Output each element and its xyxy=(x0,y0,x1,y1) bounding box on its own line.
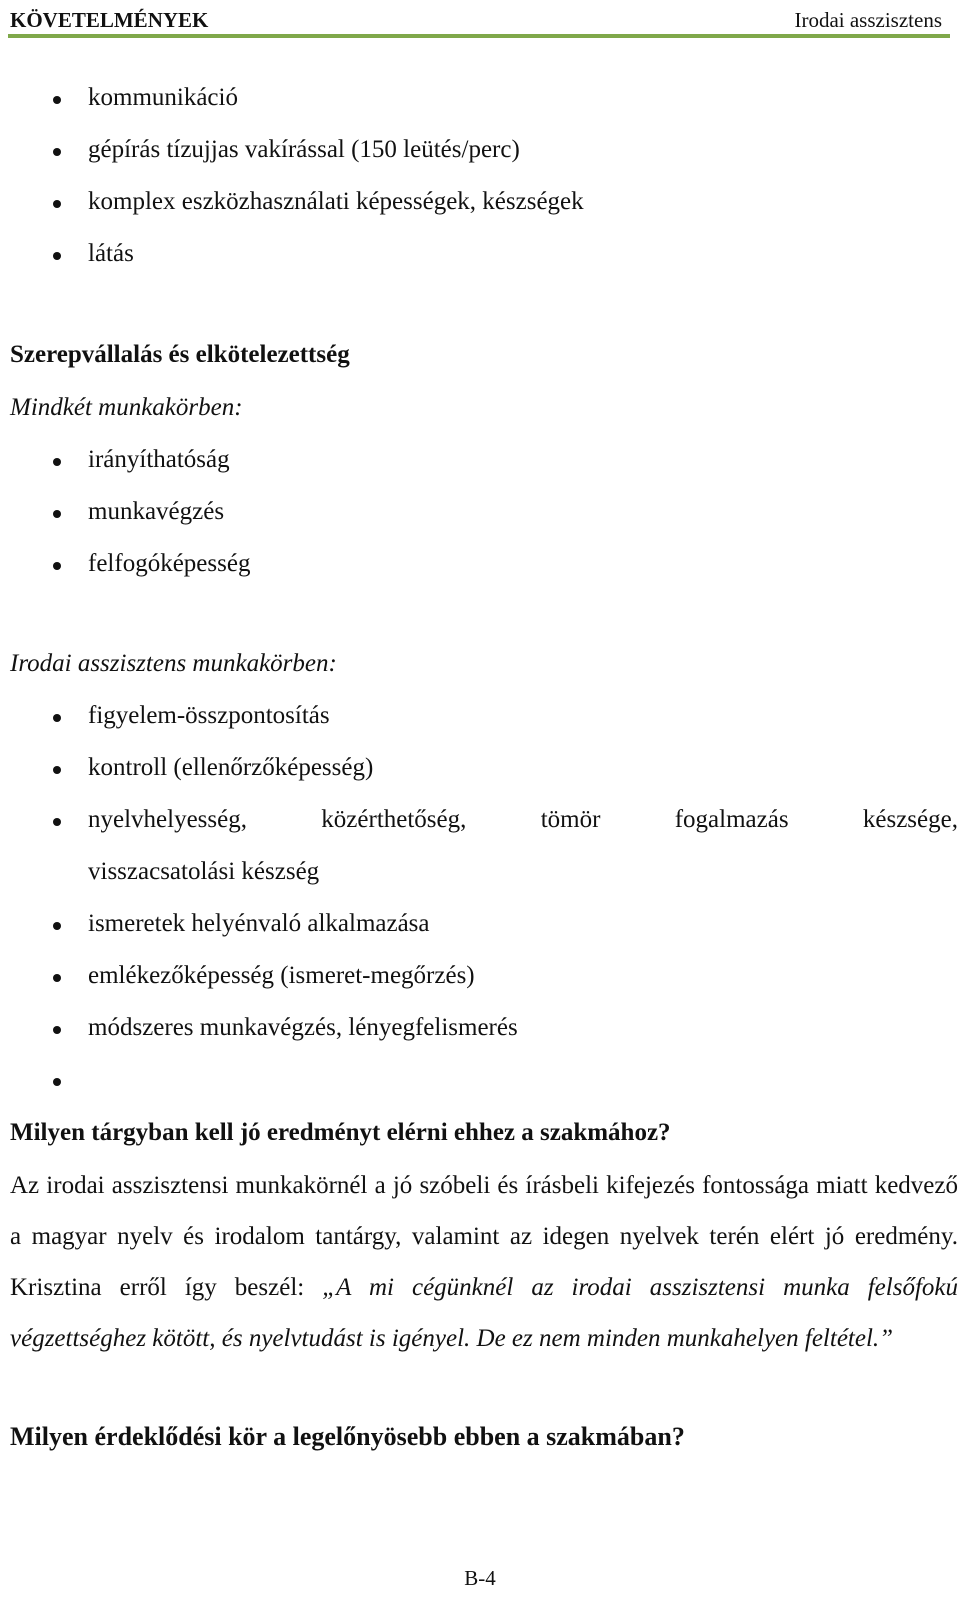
quote-text: „A mi cégünknél az irodai asszisztensi munka felsőfokú végzettséghez kötött, és nyelvtudást is igényel. De ez nem minden munkahelyen feltétel.” xyxy=(10,1274,958,1352)
header-chapter-title: KÖVETELMÉNYEK xyxy=(10,8,209,32)
list-item: komplex eszközhasználati képességek, készségek xyxy=(10,176,958,228)
commitment-list xyxy=(10,434,958,590)
page-number: B-4 xyxy=(464,1566,496,1590)
list-item: felfogóképesség xyxy=(10,538,958,590)
bullet-icon xyxy=(53,96,61,104)
list-item: irányíthatóság xyxy=(10,434,958,486)
bullet-icon xyxy=(53,1078,61,1086)
bullet-icon xyxy=(53,562,61,570)
bullet-icon xyxy=(53,1026,61,1034)
answer-paragraph: Az irodai asszisztensi munkakörnél a jó szóbeli és írásbeli kifejezés fontossága miatt kedvező a magyar nyelv és irodalom tantárgy, valamint az idegen nyelvek terén elért jó eredmény. Krisztina erről így beszél: „A mi cégünknél az irodai asszisztensi munka felsőfokú végzettséghez kötött, és nyelvtudást is igényel. De ez nem minden munkahelyen feltétel.” xyxy=(10,1172,958,1352)
list-item: gépírás tízujjas vakírással (150 leütés/perc) xyxy=(10,124,958,176)
list-item: látás xyxy=(10,228,958,280)
list-item: figyelem-összpontosítás xyxy=(10,690,958,742)
section-subheading: Mindkét munkakörben: xyxy=(10,394,243,421)
skills-list xyxy=(10,72,958,280)
bullet-icon xyxy=(53,714,61,722)
question-heading: Milyen tárgyban kell jó eredményt elérni ehhez a szakmához? xyxy=(10,1119,671,1146)
page-content xyxy=(10,72,958,1462)
list-item-continuation: visszacsatolási készség xyxy=(88,858,320,885)
bullet-icon xyxy=(53,818,61,826)
list-item xyxy=(10,794,958,898)
bullet-icon xyxy=(53,766,61,774)
bullet-icon xyxy=(53,974,61,982)
list-item-empty xyxy=(10,1054,958,1106)
list-item: munkavégzés xyxy=(10,486,958,538)
bullet-icon xyxy=(53,922,61,930)
assistant-skills-list xyxy=(10,690,958,1106)
question-heading: Milyen érdeklődési kör a legelőnyösebb ebben a szakmában? xyxy=(10,1422,685,1451)
list-item: kontroll (ellenőrzőképesség) xyxy=(10,742,958,794)
bullet-icon xyxy=(53,510,61,518)
list-item: emlékezőképesség (ismeret-megőrzés) xyxy=(10,950,958,1002)
list-item: ismeretek helyénvaló alkalmazása xyxy=(10,898,958,950)
list-item: módszeres munkavégzés, lényegfelismerés xyxy=(10,1002,958,1054)
bullet-icon xyxy=(53,458,61,466)
bullet-icon xyxy=(53,252,61,260)
bullet-icon xyxy=(53,148,61,156)
header-profession-title: Irodai asszisztens xyxy=(794,8,942,32)
page-header xyxy=(8,4,950,38)
list-item-line: nyelvhelyesség, közérthetőség, tömör fogalmazás készsége, xyxy=(88,806,958,833)
section-heading: Szerepvállalás és elkötelezettség xyxy=(10,341,350,368)
section-subheading: Irodai asszisztens munkakörben: xyxy=(10,650,337,677)
list-item: kommunikáció xyxy=(10,72,958,124)
bullet-icon xyxy=(53,200,61,208)
